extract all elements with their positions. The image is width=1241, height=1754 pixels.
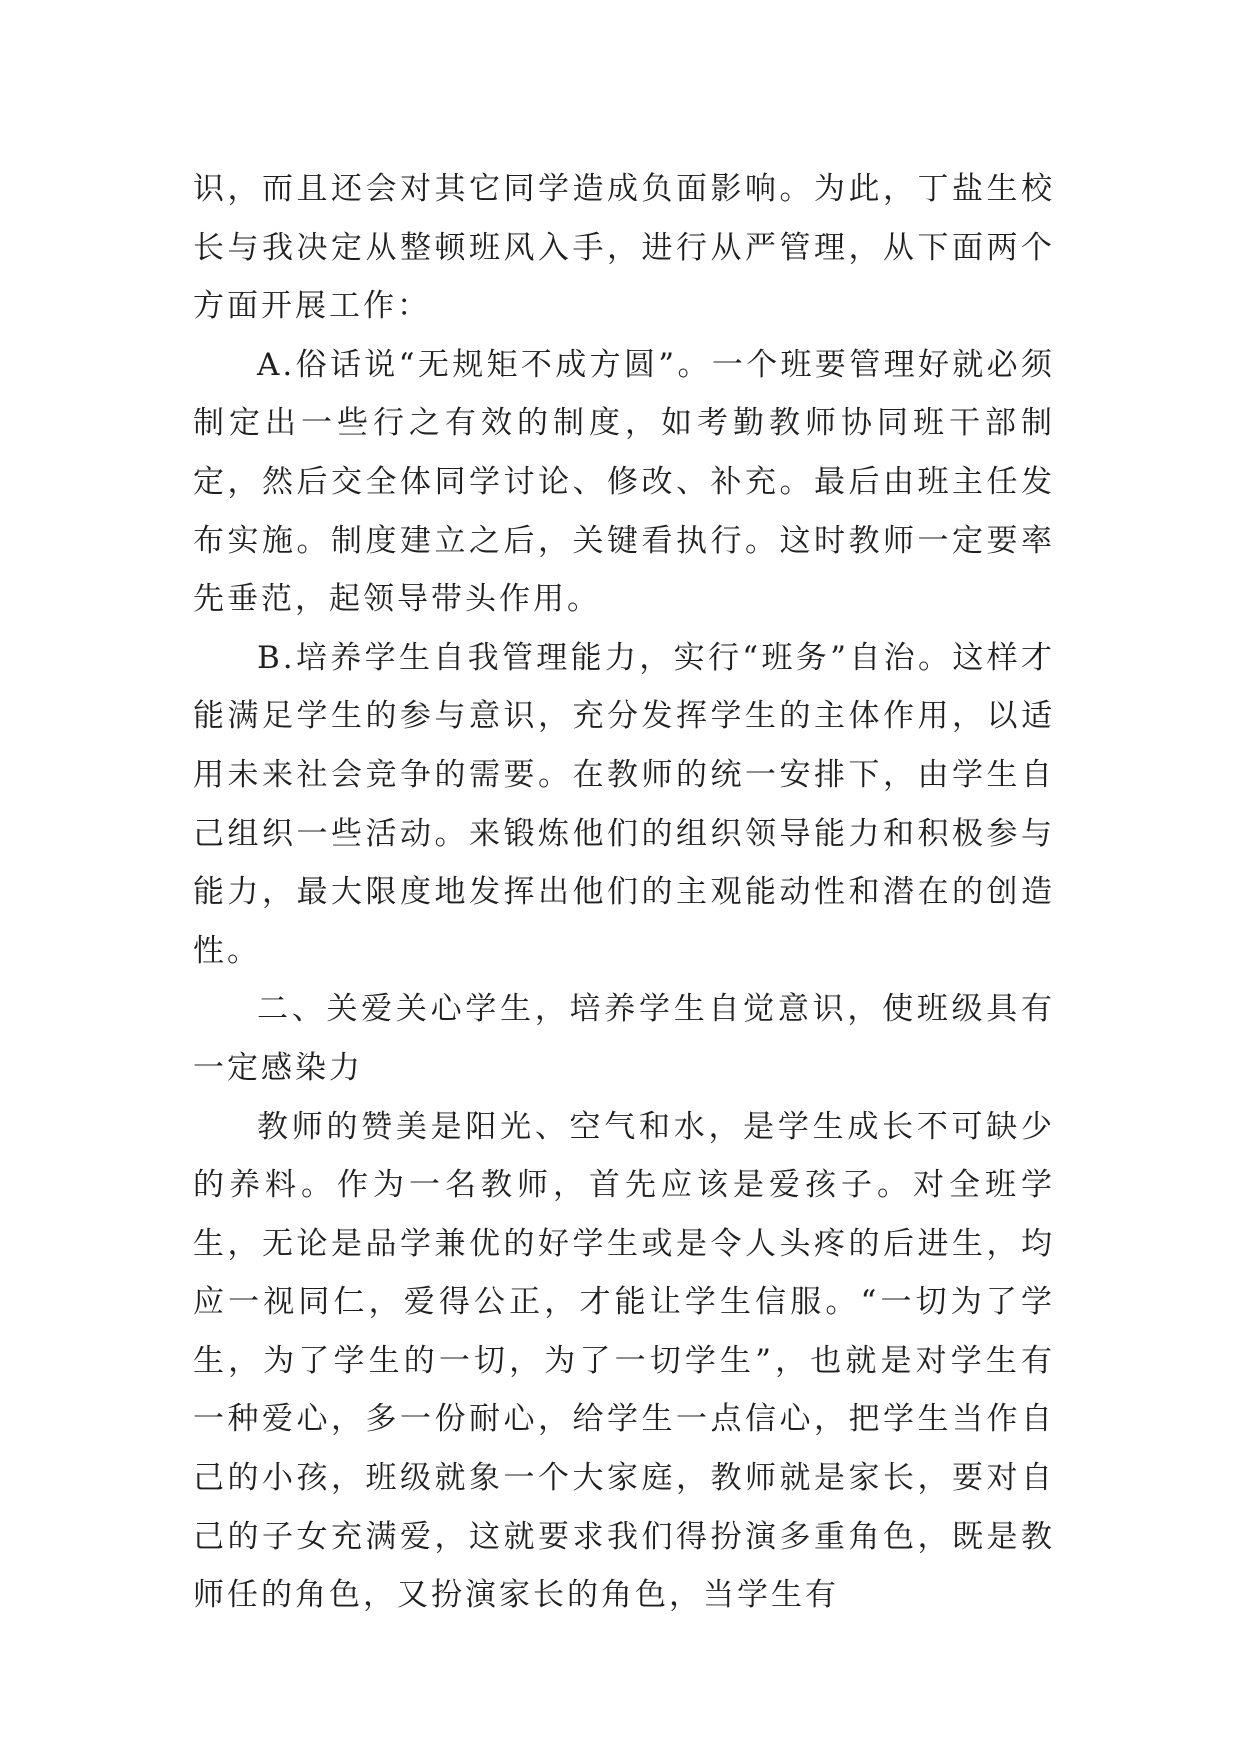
section-heading-two: 二、关爱关心学生，培养学生自觉意识，使班级具有一定感染力 (193, 991, 1055, 1086)
paragraph-rule-b: B.培养学生自我管理能力，实行“班务”自治。这样才能满足学生的参与意识，充分发挥学生的主体作用，以适用未来社会竞争的需要。在教师的统一安排下，由学生自己组织一些活动。来锻炼他们的组织领导能力和积极参与能力，最大限度地发挥出他们的主观能动性和潜在的创造性。 (193, 639, 1055, 969)
paragraph-continuation: 识，而且还会对其它同学造成负面影响。为此，丁盐生校长与我决定从整顿班风入手，进行从严管理，从下面两个方面开展工作： (193, 171, 1055, 325)
document-body (193, 160, 1055, 1625)
paragraph-teacher-praise: 教师的赞美是阳光、空气和水，是学生成长不可缺少的养料。作为一名教师，首先应该是爱孩子。对全班学生，无论是品学兼优的好学生或是令人头疼的后进生，均应一视同仁，爱得公正，才能让学生信服。“一切为了学生，为了学生的一切，为了一切学生”，也就是对学生有一种爱心，多一份耐心，给学生一点信心，把学生当作自己的小孩，班级就象一个大家庭，教师就是家长，要对自己的子女充满爱，这就要求我们得扮演多重角色，既是教师任的角色，又扮演家长的角色，当学生有 (193, 1108, 1055, 1614)
paragraph-rule-a: A.俗话说“无规矩不成方圆”。一个班要管理好就必须制定出一些行之有效的制度，如考勤教师协同班干部制定，然后交全体同学讨论、修改、补充。最后由班主任发布实施。制度建立之后，关键看执行。这时教师一定要率先垂范，起领导带头作用。 (193, 346, 1055, 618)
